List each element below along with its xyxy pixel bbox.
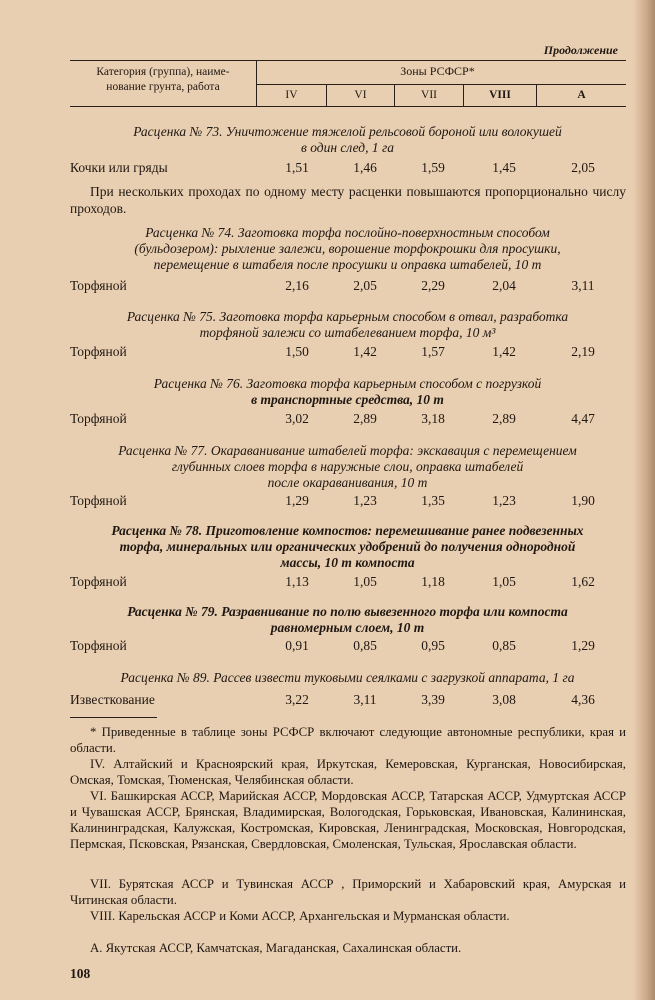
value-zone-vi: 2,89 [353, 411, 377, 426]
title-line: Расценка № 89. Рассев извести туковыми сеялками с загрузкой аппарата, 1 га [120, 670, 575, 685]
row-label: Торфяной [70, 493, 127, 508]
value-zone-iv: 1,50 [285, 344, 309, 359]
row-label: Торфяной [70, 574, 127, 589]
title-line: торфяной залежи со штабелеванием торфа, 10 м³ [199, 325, 496, 340]
value-zone-iv: 1,51 [285, 160, 309, 175]
value-zone-iv: 2,16 [285, 278, 309, 293]
value-zone-iv: 3,22 [285, 692, 309, 707]
title-line: перемещение в штабеля после просушки и оправка штабелей, 10 т [153, 257, 542, 272]
zone-header-vi: VI [354, 89, 367, 101]
title-line: глубинных слоев торфа в наружные слои, оправка штабелей [171, 459, 524, 474]
value-zone-iv: 3,02 [285, 411, 309, 426]
value-zone-vi: 0,85 [353, 638, 377, 653]
value-zone-a: 2,19 [571, 344, 595, 359]
rate-75-title [70, 309, 625, 341]
value-zone-vii: 3,39 [421, 692, 445, 707]
title-line: Расценка № 73. Уничтожение тяжелой рельсовой бороной или волокушей [133, 124, 562, 139]
title-line: Расценка № 75. Заготовка торфа карьерным способом в отвал, разработка [126, 309, 569, 324]
value-zone-iv: 0,91 [285, 638, 309, 653]
value-zone-viii: 1,05 [492, 574, 516, 589]
title-line: Расценка № 76. Заготовка торфа карьерным способом с погрузкой [153, 376, 542, 391]
footnote-zone-vi: VI. Башкирская АССР, Марийская АССР, Мордовская АССР, Татарская АССР, Удмуртская АССР и Чувашская АССР, Брянская, Владимирская, Вологодская, Горьковская, Ивановская, Калининская, Калининградская, Калужская, Костромская, Кировская, Ленинградская, Московская, Новгородская, Пермская, Псковская, Рязанская, Свердловская, Смоленская, Тульская, Ярославская области. [70, 789, 626, 851]
footnote-rule [70, 717, 157, 718]
value-zone-vi: 1,46 [353, 160, 377, 175]
row-label: Торфяной [70, 411, 127, 426]
value-zone-viii: 2,04 [492, 278, 516, 293]
zones-header: Зоны РСФСР* [400, 64, 475, 78]
rate-76-title [70, 376, 625, 408]
rate-73-note: При нескольких проходах по одному месту расценки повышаются пропорционально числу проходов. [70, 184, 626, 216]
value-zone-vi: 1,23 [353, 493, 377, 508]
value-zone-vii: 1,18 [421, 574, 445, 589]
zones-divider-rule [257, 84, 626, 85]
value-zone-a: 4,36 [571, 692, 595, 707]
rate-77-title [70, 443, 625, 491]
value-zone-viii: 3,08 [492, 692, 516, 707]
category-header-line: Категория (группа), наиме- [96, 66, 230, 78]
value-zone-viii: 2,89 [492, 411, 516, 426]
value-zone-vii: 0,95 [421, 638, 445, 653]
value-zone-vii: 1,57 [421, 344, 445, 359]
value-zone-a: 4,47 [571, 411, 595, 426]
zone-header-vii: VII [421, 89, 437, 101]
value-zone-viii: 1,42 [492, 344, 516, 359]
value-zone-vi: 1,05 [353, 574, 377, 589]
value-zone-vi: 2,05 [353, 278, 377, 293]
value-zone-a: 1,90 [571, 493, 595, 508]
title-line: Расценка № 77. Окараванивание штабелей торфа: экскавация с перемещением [118, 443, 577, 458]
rate-79-title [70, 604, 625, 636]
title-line: в один след, 1 га [300, 140, 395, 155]
page-number: 108 [70, 966, 91, 981]
value-zone-vi: 3,11 [353, 692, 377, 707]
rate-74-title [70, 225, 625, 273]
title-line: массы, 10 т компоста [280, 555, 415, 570]
value-zone-a: 2,05 [571, 160, 595, 175]
title-line: в транспортные средства, 10 т [251, 392, 444, 407]
zone-header-iv: IV [285, 89, 298, 101]
category-column-header [70, 65, 256, 95]
title-line: Расценка № 78. Приготовление компостов: перемешивание ранее подвезенных [111, 523, 584, 538]
row-label: Торфяной [70, 344, 127, 359]
footnote-zone-iv: IV. Алтайский и Красноярский края, Иркутская, Кемеровская, Курганская, Новосибирская, Омская, Томская, Тюменская, Челябинская области. [70, 757, 626, 787]
footnote-zone-vii: VII. Бурятская АССР и Тувинская АССР , Приморский и Хабаровский края, Амурская и Читинская области. [70, 877, 626, 907]
footnote-zone-viii: VIII. Карельская АССР и Коми АССР, Архангельская и Мурманская области. [90, 909, 510, 923]
title-line: Расценка № 79. Разравнивание по полю вывезенного торфа или компоста [127, 604, 568, 619]
continuation-header: Продолжение [543, 43, 618, 57]
value-zone-viii: 0,85 [492, 638, 516, 653]
value-zone-iv: 1,13 [285, 574, 309, 589]
zone-header-a: А [577, 89, 586, 101]
value-zone-a: 1,29 [571, 638, 595, 653]
row-label: Торфяной [70, 278, 127, 293]
value-zone-a: 3,11 [571, 278, 595, 293]
value-zone-vi: 1,42 [353, 344, 377, 359]
title-line: Расценка № 74. Заготовка торфа послойно-поверхностным способом [145, 225, 550, 240]
category-header-line: нование грунта, работа [106, 81, 220, 93]
value-zone-vii: 3,18 [421, 411, 445, 426]
title-line: равномерным слоем, 10 т [270, 620, 425, 635]
value-zone-viii: 1,23 [492, 493, 516, 508]
zone-header-viii: VIII [489, 89, 511, 101]
page-gutter-shadow [633, 0, 655, 1000]
rate-78-title [70, 523, 625, 571]
value-zone-iv: 1,29 [285, 493, 309, 508]
title-line: (бульдозером): рыхление залежи, ворошение торфокрошки для просушки, [134, 241, 561, 256]
value-zone-viii: 1,45 [492, 160, 516, 175]
footnote-asterisk: * Приведенные в таблице зоны РСФСР включают следующие автономные республики, края и области. [70, 725, 626, 755]
value-zone-a: 1,62 [571, 574, 595, 589]
rate-73-title [70, 124, 625, 156]
value-zone-vii: 1,35 [421, 493, 445, 508]
row-label: Известкование [70, 692, 155, 707]
value-zone-vii: 1,59 [421, 160, 445, 175]
title-line: после окараванивания, 10 т [267, 475, 428, 490]
table-top-rule [70, 60, 626, 61]
footnote-zone-a: А. Якутская АССР, Камчатская, Магаданская, Сахалинская области. [90, 941, 462, 955]
value-zone-vii: 2,29 [421, 278, 445, 293]
title-line: торфа, минеральных или органических удобрений до получения однородной [119, 539, 576, 554]
row-label: Кочки или гряды [70, 160, 168, 175]
rate-89-title [70, 670, 625, 686]
row-label: Торфяной [70, 638, 127, 653]
table-bottom-rule [70, 106, 626, 107]
